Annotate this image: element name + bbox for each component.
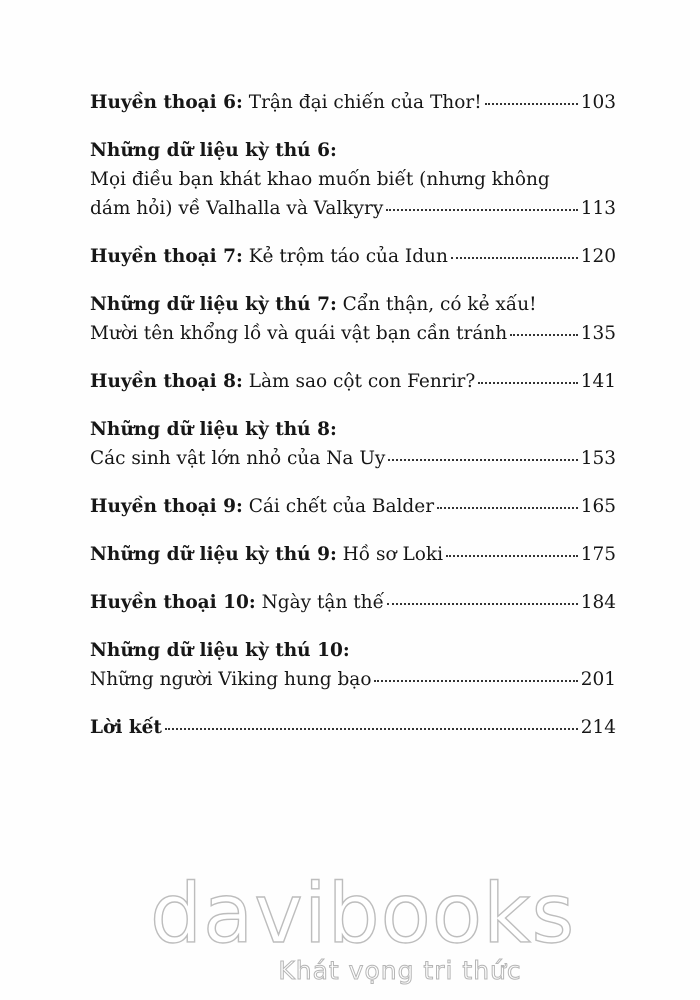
toc-entry [90,588,616,617]
page-number: 120 [580,246,616,267]
toc-title: Làm sao cột con Fenrir? [242,371,476,392]
toc-label [90,415,337,444]
toc-heading: Những dữ liệu kỳ thú 7: [90,294,337,315]
dot-leader [451,256,578,259]
toc-label [90,242,448,271]
toc-line [90,194,616,223]
toc-entry [90,88,616,117]
toc-line [90,540,616,569]
dot-leader [165,727,578,730]
page-number: 135 [580,323,616,344]
toc-heading: Những dữ liệu kỳ thú 10: [90,640,350,661]
toc-title: Mọi điều bạn khát khao muốn biết (nhưng không [90,169,550,190]
dot-leader [478,381,577,384]
toc-line [90,415,616,444]
toc-entry [90,367,616,396]
toc-line [90,242,616,271]
dot-leader [437,506,578,509]
watermark-tagline: Khát vọng tri thức [278,956,522,985]
toc-title: Trận đại chiến của Thor! [242,92,482,113]
toc-entry [90,136,616,223]
toc-label [90,665,371,694]
toc-line [90,136,616,165]
toc-title: Hồ sơ Loki [336,544,444,565]
toc-entry [90,415,616,473]
toc-label [90,636,350,665]
toc-title: Cẩn thận, có kẻ xấu! [336,294,537,315]
toc-label [90,319,507,348]
toc-title: Kẻ trộm táo của Idun [242,246,448,267]
toc-label [90,367,475,396]
dot-leader [387,602,578,605]
toc-label [90,165,550,194]
toc-entry [90,540,616,569]
dot-leader [485,102,578,105]
page-number: 153 [580,448,616,469]
dot-leader [446,554,578,557]
watermark-brand: davibooks [150,867,576,962]
toc-title: dám hỏi) về Valhalla và Valkyry [90,198,384,219]
toc-line [90,319,616,348]
dot-leader [374,679,577,682]
toc-label [90,136,337,165]
toc-entry [90,242,616,271]
toc-label [90,540,443,569]
page-number: 175 [580,544,616,565]
page-number: 141 [580,371,616,392]
toc-entry [90,713,616,742]
toc-line [90,636,616,665]
toc-label [90,194,383,223]
toc-label [90,88,482,117]
toc-heading: Những dữ liệu kỳ thú 9: [90,544,337,565]
toc-heading: Những dữ liệu kỳ thú 6: [90,140,337,161]
toc-heading: Huyền thoại 7: [90,246,243,267]
toc-line [90,713,616,742]
toc-label [90,444,385,473]
page-number: 103 [580,92,616,113]
toc-heading: Những dữ liệu kỳ thú 8: [90,419,337,440]
toc-entry [90,290,616,348]
toc-line [90,588,616,617]
page-number: 165 [580,496,616,517]
toc-heading: Huyền thoại 6: [90,92,243,113]
toc-title: Ngày tận thế [255,592,384,613]
toc-heading: Huyền thoại 10: [90,592,256,613]
dot-leader [388,458,577,461]
toc-line [90,492,616,521]
toc-title: Cái chết của Balder [242,496,435,517]
toc-line [90,290,616,319]
toc-line [90,165,616,194]
toc-heading: Huyền thoại 9: [90,496,243,517]
dot-leader [510,333,577,336]
page-number: 113 [580,198,616,219]
page-number: 214 [580,717,616,738]
page-number: 201 [580,669,616,690]
table-of-contents [90,88,616,761]
toc-line [90,665,616,694]
toc-title: Các sinh vật lớn nhỏ của Na Uy [90,448,386,469]
toc-entry [90,492,616,521]
toc-heading: Huyền thoại 8: [90,371,243,392]
toc-label [90,588,384,617]
toc-title: Mười tên khổng lồ và quái vật bạn cần tránh [90,323,508,344]
toc-label [90,713,162,742]
dot-leader [386,208,577,211]
toc-label [90,290,537,319]
toc-line [90,88,616,117]
toc-line [90,367,616,396]
page-number: 184 [580,592,616,613]
toc-title: Những người Viking hung bạo [90,669,372,690]
toc-line [90,444,616,473]
toc-heading: Lời kết [90,717,162,738]
toc-entry [90,636,616,694]
toc-label [90,492,434,521]
